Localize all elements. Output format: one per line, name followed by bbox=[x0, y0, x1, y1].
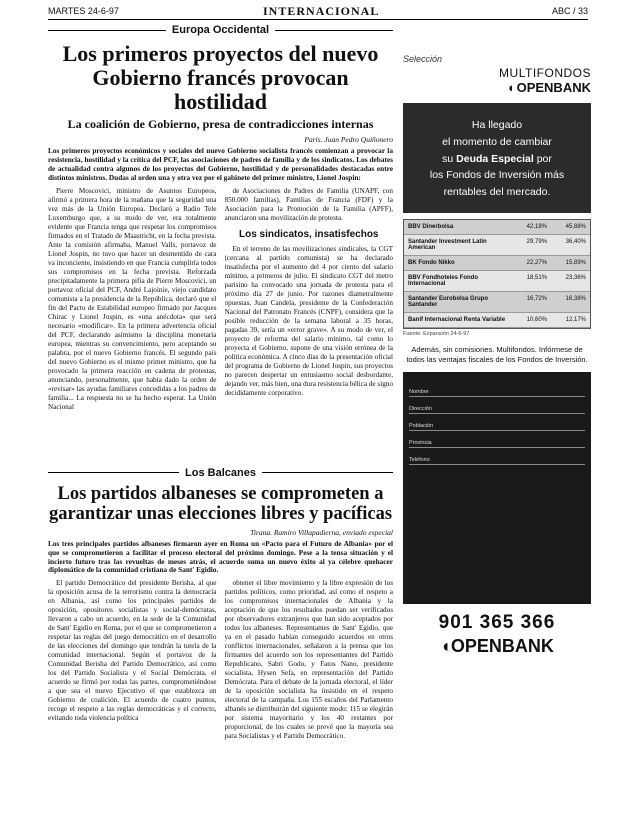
article2-lead: Los tres principales partidos albaneses firmaron ayer en Roma un «Pacto para el Futuro de Albania» por el que se comprometieron a facilitar el proceso electoral del próximo domingo. Pese a la tensa situación y el incierto futuro tras las revueltas de meses atrás, el acuerdo suma un nuevo éxito al ya célebre quehacer diplomático de la comunidad cristiana de Sant' Egidio. bbox=[48, 538, 393, 575]
ad-line: Ha llegado bbox=[471, 119, 523, 131]
table-source: Fuente: Expansión 24-6-97 bbox=[403, 330, 470, 337]
article1-lead: Los primeros proyectos económicos y sociales del nuevo Gobierno socialista francés comienzan a provocar la resistencia, hostilidad y la crítica del PCF, las asociaciones de padres de familia y de los sindicatos. Los debates de actualidad contra algunos de los proyectos del Gobierno, hostilidad y de personalidades destacadas entre distintos ministros. Dudas al orden una y otra vez por el gabinete del primer ministro, Lionel Jospin: bbox=[48, 146, 393, 182]
fund-table bbox=[403, 219, 591, 329]
article1-body bbox=[48, 187, 393, 459]
coupon-field[interactable]: Población bbox=[409, 423, 585, 431]
brand-openbank: OPENBANK bbox=[516, 80, 591, 95]
coupon-form bbox=[403, 372, 591, 604]
paragraph: En el terreno de las movilizaciones sindicales, la CGT (cercana al partido comunista) se ha declarado insatisfecha por el aumento del 4 por ciento del salario mínimo, a primeros de julio. El sindicato CGT del metro parisino ha convocado una jornada de protesta para el próximo día 27 de junio. Por razones diametralmente opuestas, Juan Candela, presidente de la Confederación Nacional del Patronato Francés (CNPF), considera que la posible reducción de la semana laboral a 35 horas, pagadas 39, sería un «error grave». A su modo de ver, el proyecto de reforma del salario mínimo, tal como lo proyecta el Gobierno, supone de una visión errónea de la política económica. A cinco días de la presentación oficial del programa de Gobierno de Lionel Jospin, sus proyectos no parecen despertar un entusiasmo social desbordante, dejando ver, más bien, una dura resistencia bélica de signo decididamente corporativo. bbox=[224, 245, 393, 398]
headline-line: Los primeros proyectos del nuevo bbox=[62, 41, 379, 66]
paragraph: obtener el libre movimiento y la libre expresión de los partidos políticos, como prioridad, así como el respeto a los compromisos internacionales de Albania y la aceptación de que los resultados puedan ser verificados por observadores extranjeros que han sido aceptados por todos los albaneses. Representantes de Sant' Egidio, que ya en el pasado habían conseguido acuerdos en otros conflictos internacionales, señalaron a la prensa que los firmantes del acuerdo son los representantes del Partido Republicano, Sabri Godo, y Fatos Nano, presidente socialista, Hysen Sefa, en representación del Partido Demócrata. Para el debate de la jornada electoral, el líder de la oposición socialista ha insistido en el respeto electoral de la campaña. Los 155 escaños del Parlamento albanés se distribuirán del siguiente modo: 115 se elegirán por sistema mayoritario y los 40 restantes por proporcional, de los cuales se prevé que la mayoría sea para Socialistas y el Partido Democrático. bbox=[224, 579, 393, 741]
fund-name: Santander Investment Latin American bbox=[408, 238, 487, 251]
ad-line: rentables del mercado. bbox=[443, 186, 551, 199]
fund-name: Banif Internacional Renta Variable bbox=[408, 316, 506, 323]
fund-value: 12,17% bbox=[565, 316, 586, 323]
fund-value: 10,60% bbox=[526, 316, 547, 323]
fund-value: 16,72% bbox=[526, 295, 547, 302]
advertisement-sidebar bbox=[403, 54, 591, 838]
paragraph: Pierre Moscovici, ministro de Asuntos Europeos, afirmó a primera hora de la mañana que la seguridad una vez más de la Unión Europea. Declaró a Radio Tele Luxemburgo que, a su modo de ver, era totalmente evidente que Francia tenga que respetar los compromisos firmados en el Tratado de Maastricht, en la fecha prevista. Ante la comisión afirmaba, Manuel Valls, portavoz de Lionel Jospin, no tuvo que hacer un desmentido de cara va inconciente, insistiendo en que Francia cumpliría todos sus compromisos en la fecha prevista. Reforzada precipitadamente la primera pifia de Pierre Moscovici, un portavoz oficial del PCF, André Lajoinie, viejo candidato comunista a la presidencia de la República, declaró que el fin del Pacto de Estabilidad europeo firmado por Jacques Chirac y Lionel Jospin, es «una anécdota» que será necesario «modificar». En la primera advertencia oficial del PCF, declarando asimismo la disciplina monetaria europea, mientras su convencimiento, pero aceptando su palabra, por el nuevo Gobierno francés. El segundo país del nuevo Gobierno es el mismo primer ministro, que ha provocado la primera reacción en cadena de protestas, anunciando, personalmente, que había dado la orden de «revisar» las ayudas familiares concedidas a los padres de familia... La respuesta no se ha hecho esperar. La Unión Nacional bbox=[48, 186, 217, 411]
table-row bbox=[404, 235, 590, 256]
ad-headline-box bbox=[403, 103, 591, 213]
ad-line: el momento de cambiar bbox=[442, 135, 552, 148]
article1-headline bbox=[48, 42, 393, 113]
ad-line: su bbox=[442, 152, 454, 165]
section-title: INTERNACIONAL bbox=[263, 4, 380, 18]
headline-line: garantizar unas elecciones libres y pacíficas bbox=[48, 503, 393, 524]
coupon-field[interactable]: Teléfono bbox=[409, 457, 585, 465]
coupon-field[interactable]: Dirección bbox=[409, 406, 585, 414]
table-row bbox=[404, 313, 590, 328]
paragraph: El partido Democrático del presidente Berisha, al que la oposición acusa de la terrorismo contra la democracia en Albania, así como los principales partidos de oposición, opositores socialistas y social-demócratas, llevaron a cabo un acuerdo, en la sede de la Comunidad de Sant' Egidio en Roma, por el que se comprometieron a respetar las reglas del juego democrático en el desarrollo de las elecciones del domingo que tendrán la tutela de la comunidad internacional. Según el portavoz de la Comunidad Berisha del Partido Democrático, así como los del Partido Socialista y el Social Demócrata, el acuerdo se firmó por todas las partes, comprometiéndose a que sea el nuevo Ejecutivo el que establezca un Gobierno de coalición. El acuerdo de cuatro puntos, recoge el respeto a las reglas democráticas y el correcto, evitando toda violencia política bbox=[48, 579, 217, 723]
fund-name: BBV Fondhoteles Fondo Internacional bbox=[408, 274, 478, 287]
article1-subhead: La coalición de Gobierno, presa de contradicciones internas bbox=[67, 117, 374, 132]
issue-date: MARTES 24-6-97 bbox=[48, 6, 119, 16]
fund-value: 29,79% bbox=[526, 238, 547, 245]
article2-col2 bbox=[225, 579, 394, 799]
fund-value: 36,40% bbox=[565, 238, 586, 245]
kicker-label: Europa Occidental bbox=[171, 24, 270, 36]
page-header bbox=[48, 4, 588, 20]
kicker-label: Los Balcanes bbox=[185, 466, 256, 479]
table-row bbox=[404, 292, 590, 313]
brand-multifondos: MULTIFONDOS bbox=[499, 66, 591, 80]
article2-kicker bbox=[48, 465, 393, 481]
fund-value: 45,88% bbox=[565, 223, 586, 230]
fund-value: 42,18% bbox=[526, 223, 547, 230]
ad-highlight: Deuda Especial bbox=[456, 152, 534, 165]
coupon-field[interactable]: Nombre bbox=[409, 389, 585, 397]
brand-logo bbox=[403, 66, 591, 95]
fund-value: 18,51% bbox=[526, 274, 547, 281]
fund-name: BK Fondo Nikko bbox=[408, 259, 455, 266]
openbank-icon: ◖ bbox=[440, 635, 451, 656]
headline-line: Gobierno francés provocan hostilidad bbox=[92, 64, 349, 114]
seleccion-label: Selección bbox=[403, 54, 443, 64]
headline-line: Los partidos albaneses se comprometen a bbox=[57, 483, 384, 504]
ad-line: los Fondos de Inversión más bbox=[429, 169, 565, 182]
phone-number: 901 365 366 bbox=[438, 611, 556, 633]
main-column bbox=[48, 22, 393, 838]
article1-col1 bbox=[48, 187, 217, 459]
fund-value: 16,38% bbox=[565, 295, 586, 302]
openbank-icon: ◖ bbox=[506, 80, 515, 95]
article1-minihead: Los sindicatos, insatisfechos bbox=[239, 228, 379, 240]
article2-col1 bbox=[48, 579, 217, 799]
fund-value: 22,27% bbox=[526, 259, 547, 266]
fund-value: 23,36% bbox=[565, 274, 586, 281]
fund-value: 15,89% bbox=[565, 259, 586, 266]
fund-name: BBV Dinerbolsa bbox=[408, 223, 454, 230]
table-row bbox=[404, 256, 590, 271]
ad-line: por bbox=[536, 152, 552, 165]
article2-body bbox=[48, 579, 393, 799]
article1-byline: París. Juan Pedro Quiñonero bbox=[304, 135, 393, 145]
article1-col2 bbox=[225, 187, 394, 459]
article2-headline bbox=[48, 485, 393, 525]
article2-byline: Tirana. Ramiro Villapadierna, enviado especial bbox=[250, 527, 393, 537]
ad-info-text: Además, sin comisiones. Multifondos. Infórmese de todos las ventajas fiscales de los Fondos de Inversión. bbox=[406, 344, 588, 365]
openbank-footer-logo bbox=[403, 636, 591, 657]
table-row bbox=[404, 271, 590, 292]
coupon-field[interactable]: Provincia bbox=[409, 440, 585, 448]
fund-name: Santander Eurobolsa Grupo Santander bbox=[408, 295, 489, 308]
article1-kicker bbox=[48, 22, 393, 38]
page-number: ABC / 33 bbox=[551, 6, 588, 16]
brand-openbank: OPENBANK bbox=[450, 635, 554, 656]
table-row bbox=[404, 220, 590, 235]
paragraph: de Asociaciones de Padres de Familia (UNAPF, con 850.000 familias), Familias de Francia (FDF) y la Asociación para la Promoción de la Familia (APFF), anunciaron una movilización de protesta. bbox=[224, 186, 393, 222]
